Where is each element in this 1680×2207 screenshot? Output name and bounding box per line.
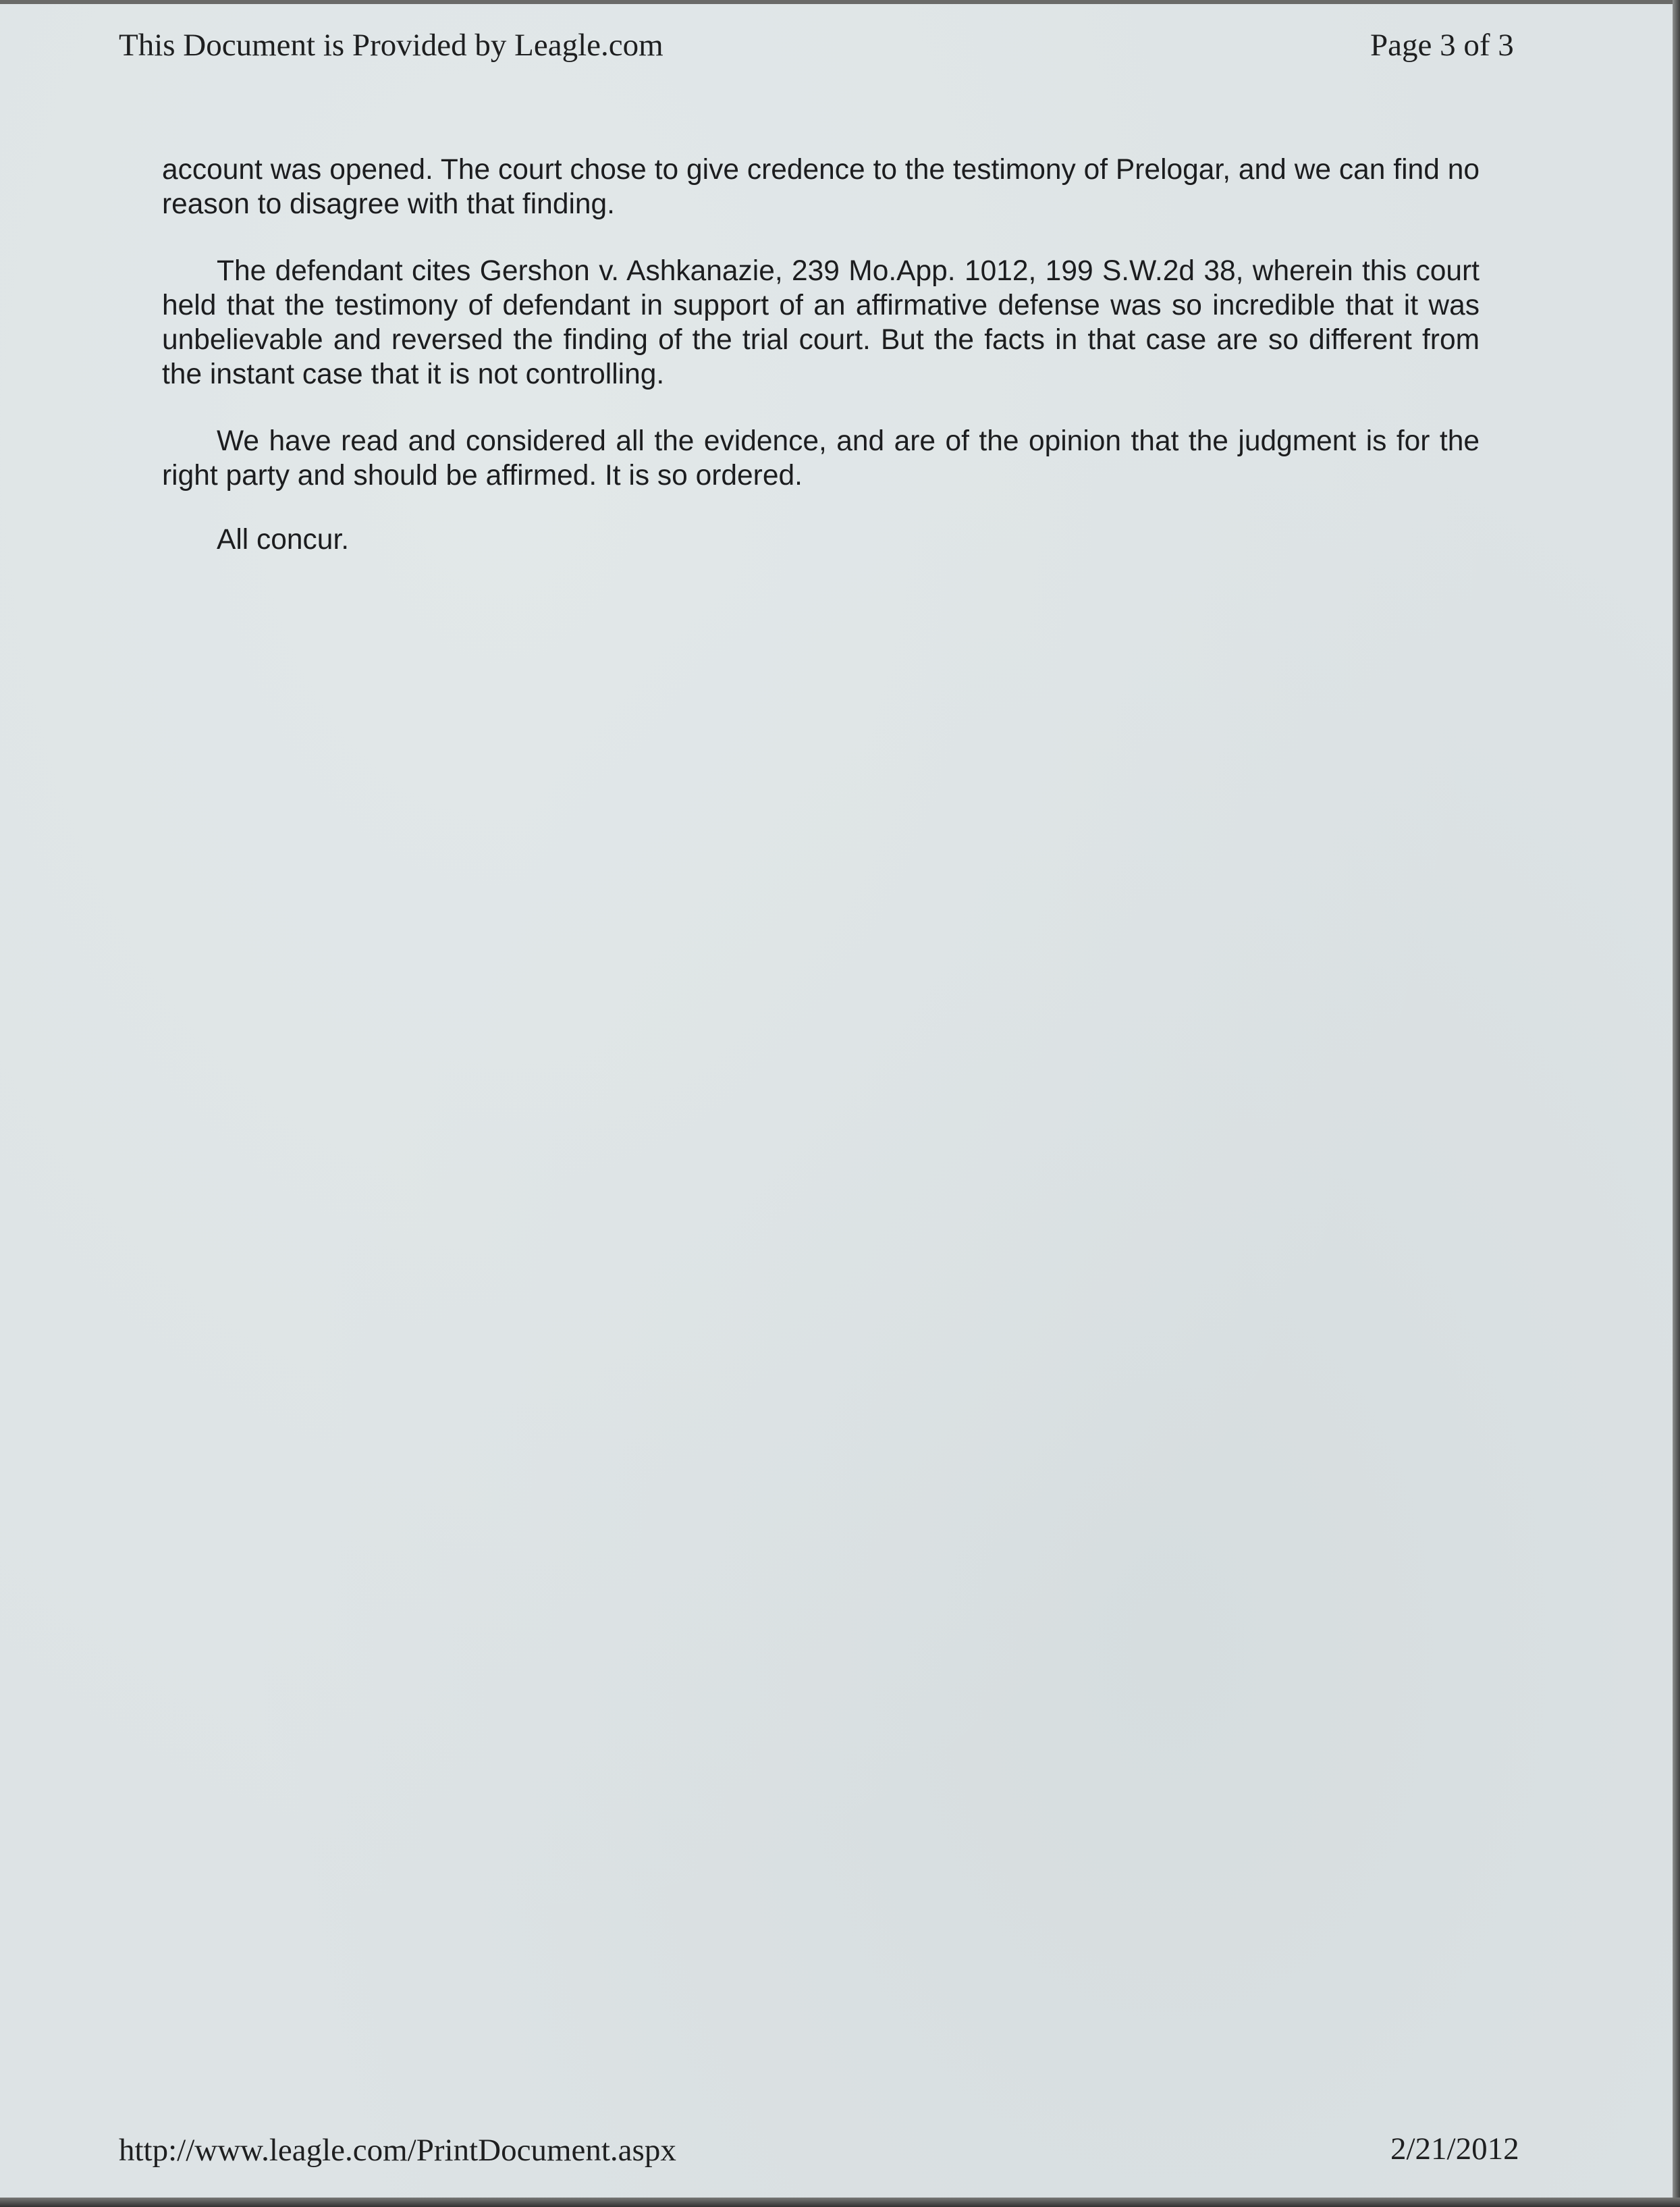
paragraph-continuation: account was opened. The court chose to give credence to the testimony of Prelogar, and we can find no reason to disagree with that finding. <box>162 154 1480 220</box>
paragraph-all-concur: All concur. <box>217 524 350 556</box>
opinion-body <box>162 153 1480 589</box>
header-source: This Document is Provided by Leagle.com <box>119 28 663 63</box>
paragraph-judgment: We have read and considered all the evidence, and are of the opinion that the judgment is for the right party and should be affirmed. It is so ordered. <box>162 425 1480 491</box>
document-page <box>0 4 1675 2198</box>
paragraph-defendant-cites: The defendant cites Gershon v. Ashkanazie, 239 Mo.App. 1012, 199 S.W.2d 38, wherein this court held that the testimony of defendant in support of an affirmative defense was so incredible that it was unbelievable and reversed the finding of the trial court. But the facts in that case are so different from the instant case that it is not controlling. <box>162 255 1480 390</box>
scan-edge-bottom <box>0 2198 1680 2207</box>
scan-edge-right <box>1673 0 1680 2207</box>
footer-url: http://www.leagle.com/PrintDocument.aspx <box>119 2133 676 2168</box>
footer-date: 2/21/2012 <box>1390 2131 1519 2166</box>
header-page-number: Page 3 of 3 <box>1370 28 1514 63</box>
